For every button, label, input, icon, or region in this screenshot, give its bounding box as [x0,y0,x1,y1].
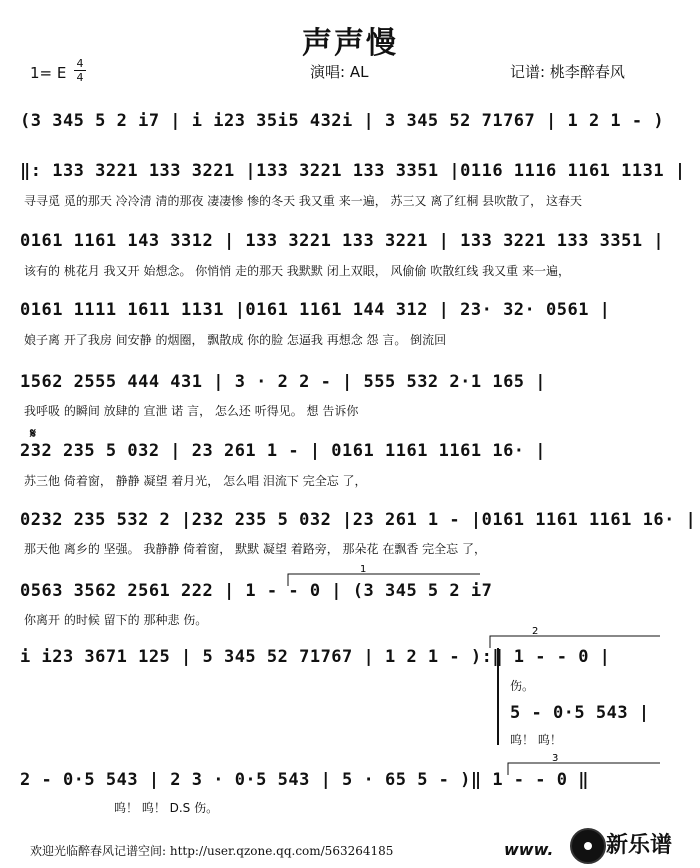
score-row-1: (3 345 5 2 i7 | i i23 35i5 432i | 3 345 52 71767 | 1 2 1 - ) [20,111,665,131]
lyrics-row-10: 呜！ 呜！ [510,733,562,747]
lyrics-row-3: 该有的 桃花月 我又开 始想念。 你悄悄 走的那天 我默默 闭上双眼， 风偷偷 吹散红线 我又重 来一遍， [24,264,570,278]
score-row-11: 2 - 0·5 543 | 2 3 · 0·5 543 | 5 · 65 5 - )‖ 1 - - 0 ‖ [20,770,589,790]
lyrics-row-2: 寻寻觅 觅的那天 冷冷清 清的那夜 凄凄惨 惨的冬天 我又重 来一遍， 苏三又 离了红桐 县吹散了， 这春天 [24,194,582,208]
score-row-4: 0161 1111 1611 1131 |0161 1161 144 312 | 23· 32· 0561 | [20,300,611,320]
site-logo [504,822,698,866]
score-row-8: 0563 3562 2561 222 | 1 - - 0 | (3 345 5 2 i7 [20,581,493,601]
third-ending-bracket [508,763,660,775]
lyrics-row-9: 伤。 [510,679,535,693]
score-row-7: 0232 235 532 2 |232 235 5 032 |23 261 1 - |0161 1161 1161 16· | [20,510,697,530]
key-signature: 1= E [30,64,67,82]
lyrics-row-4: 娘子离 开了我房 间安静 的烟圈， 飘散成 你的脸 怎逼我 再想念 怨 言。 倒流回 [24,333,447,347]
lyrics-row-11: 呜！ 呜！ D.S 伤。 [114,801,219,815]
score-row-10: 5 - 0·5 543 | [510,703,650,723]
score-row-6: 232 235 5 032 | 23 261 1 - | 0161 1161 1161 16· | [20,441,547,461]
footer-note: 欢迎光临醉春风记谱空间: http://user.qzone.qq.com/563264185 [30,844,394,858]
site-logo-www: www. [504,840,554,859]
score-row-9: i i23 3671 125 | 5 345 52 71767 | 1 2 1 - ):‖ 1 - - 0 | [20,647,611,667]
score-row-3: 0161 1161 143 3312 | 133 3221 133 3221 | 133 3221 133 3351 | [20,231,665,251]
time-signature-top: 4 [76,57,84,70]
lyrics-row-5: 我呼吸 的瞬间 放肆的 宣泄 诺 言， 怎么还 听得见。 想 告诉你 [24,404,359,418]
disc-icon [570,828,606,864]
score-row-5: 1562 2555 444 431 | 3 · 2 2 - | 555 532 2·1 165 | [20,372,547,392]
segno-icon: 𝄋 [30,426,37,442]
site-logo-name: 新乐谱 [606,833,673,858]
singer-credit: 演唱: AL [310,63,369,81]
lyrics-row-8: 你离开 的时候 留下的 那种悲 伤。 [24,613,208,627]
lyrics-row-6: 苏三他 倚着窗， 静静 凝望 着月光， 怎么唱 泪流下 完全忘 了， [24,474,367,488]
first-ending-label: 1 [360,564,367,575]
first-ending-bracket [288,574,480,586]
song-title: 声声慢 [302,26,398,61]
score-row-2: ‖: 133 3221 133 3221 |133 3221 133 3351 |0116 1116 1161 1131 | [20,161,686,181]
lyrics-row-7: 那天他 离乡的 坚强。 我静静 倚着窗， 默默 凝望 着路旁， 那朵花 在飘香 完全忘 了， [24,542,486,556]
third-ending-label: 3 [552,753,559,764]
transcriber-credit: 记谱: 桃李醉春风 [510,63,625,81]
second-ending-label: 2 [532,626,539,637]
time-signature-bottom: 4 [76,71,84,84]
second-ending-bracket [490,636,660,648]
